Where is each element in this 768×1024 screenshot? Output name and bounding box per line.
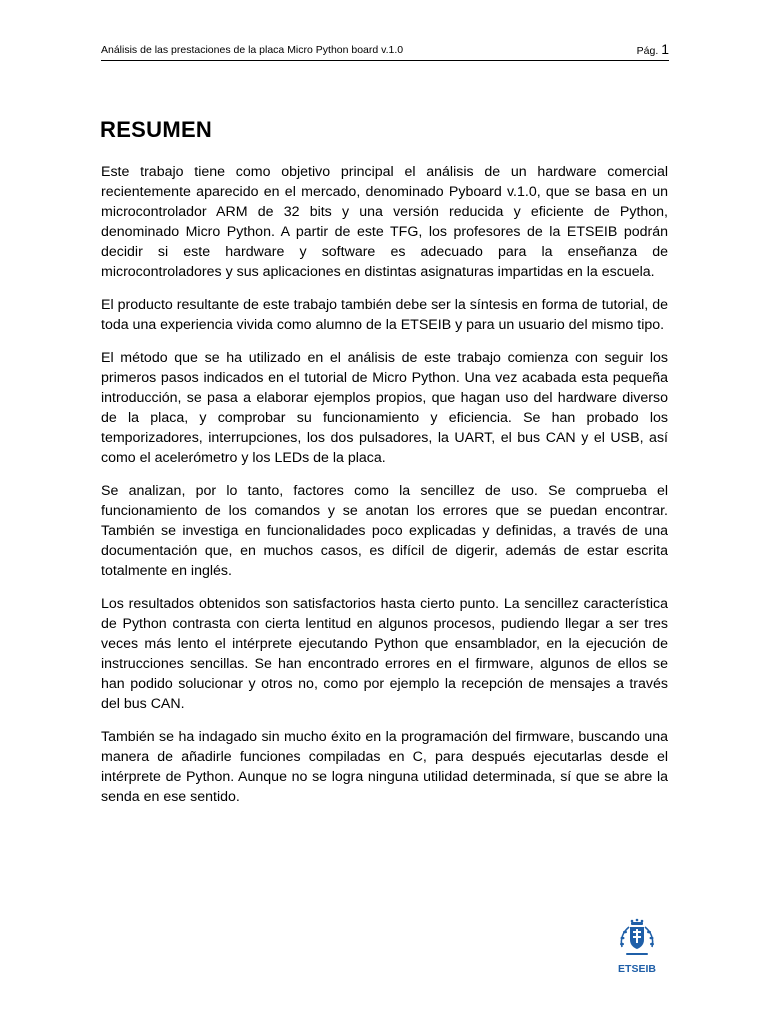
paragraph-line: funcionamiento de los comandos y se anotan los errores que se puedan encontrar. <box>101 503 668 519</box>
logo-text: ETSEIB <box>618 963 656 975</box>
paragraph-line: Este trabajo tiene como objetivo principal el análisis de un hardware comercial <box>101 164 668 180</box>
paragraph-line: El producto resultante de este trabajo también debe ser la síntesis en forma de tutorial, de <box>101 297 668 313</box>
paragraph-line: senda en ese sentido. <box>101 789 240 805</box>
paragraph-line: de Python contrasta con cierta lentitud en algunos procesos, pudiendo llegar a ser tres <box>101 616 668 632</box>
body-text <box>101 162 668 820</box>
paragraph <box>101 162 668 282</box>
paragraph-line: toda una experiencia vivida como alumno de la ETSEIB y para un usuario del mismo tipo. <box>101 317 665 333</box>
paragraph-line: microcontroladores y sus aplicaciones en distintas asignaturas impartidas en la escuela. <box>101 264 655 280</box>
paragraph-line: veces más lento el intérprete ejecutando Python que ensamblador, en la ejecución de <box>101 636 668 652</box>
paragraph-line: introducción, se pasa a elaborar ejemplos propios, que hagan uso del hardware diverso <box>101 390 668 406</box>
paragraph-line: como el acelerómetro y los LEDs de la placa. <box>101 450 386 466</box>
paragraph-line: denominado Micro Python. A partir de este TFG, los profesores de la ETSEIB podrán <box>101 224 668 240</box>
etseib-logo <box>613 917 661 977</box>
paragraph-line: También se ha indagado sin mucho éxito en la programación del firmware, buscando una <box>101 729 668 745</box>
paragraph-line: instrucciones sencillas. Se han encontrado errores en el firmware, algunos de ellos se <box>101 656 668 672</box>
paragraph-line: El método que se ha utilizado en el análisis de este trabajo comienza con seguir los <box>101 350 668 366</box>
paragraph-line: han podido solucionar y otros no, como por ejemplo la recepción de mensajes a través <box>101 676 668 692</box>
paragraph-line: Se analizan, por lo tanto, factores como la sencillez de uso. Se comprueba el <box>101 483 668 499</box>
paragraph-line: manera de añadirle funciones compiladas en C, para después ejecutarlas desde el <box>101 749 668 765</box>
paragraph-line: primeros pasos indicados en el tutorial de Micro Python. Una vez acabada esta pequeña <box>101 370 668 386</box>
paragraph-line: También se investiga en funcionalidades poco explicadas y definidas, a través de una <box>101 523 668 539</box>
paragraph-line: Los resultados obtenidos son satisfactorios hasta cierto punto. La sencillez característica <box>101 596 668 612</box>
header-title: Análisis de las prestaciones de la placa Micro Python board v.1.0 <box>101 44 404 56</box>
paragraph-line: de la placa, y comprobar su funcionamiento y eficiencia. Se han probado los <box>101 410 668 426</box>
paragraph-line: decidir si este hardware y software es adecuado para la enseñanza de <box>101 244 668 260</box>
paragraph-line: del bus CAN. <box>101 696 185 712</box>
page-header <box>101 40 669 61</box>
paragraph-line: temporizadores, interrupciones, los dos pulsadores, la UART, el bus CAN y el USB, así <box>101 430 668 446</box>
page-label: Pág. <box>636 45 659 57</box>
paragraph-line: intérprete de Python. Aunque no se logra ninguna utilidad determinada, sí que se abre la <box>101 769 668 785</box>
paragraph <box>101 481 668 581</box>
paragraph-line: documentación que, en muchos casos, es difícil de digerir, además de estar escrita <box>101 543 668 559</box>
paragraph-line: recientemente aparecido en el mercado, denominado Pyboard v.1.0, que se basa en un <box>101 184 668 200</box>
paragraph-line: microcontrolador ARM de 32 bits y una versión reducida y eficiente de Python, <box>101 204 668 220</box>
page-number: 1 <box>661 41 669 57</box>
paragraph <box>101 348 668 468</box>
page-indicator <box>637 42 669 58</box>
paragraph-line: totalmente en inglés. <box>101 563 232 579</box>
paragraph <box>101 594 668 714</box>
paragraph <box>101 727 668 807</box>
paragraph <box>101 295 668 335</box>
section-heading: RESUMEN <box>100 117 213 142</box>
